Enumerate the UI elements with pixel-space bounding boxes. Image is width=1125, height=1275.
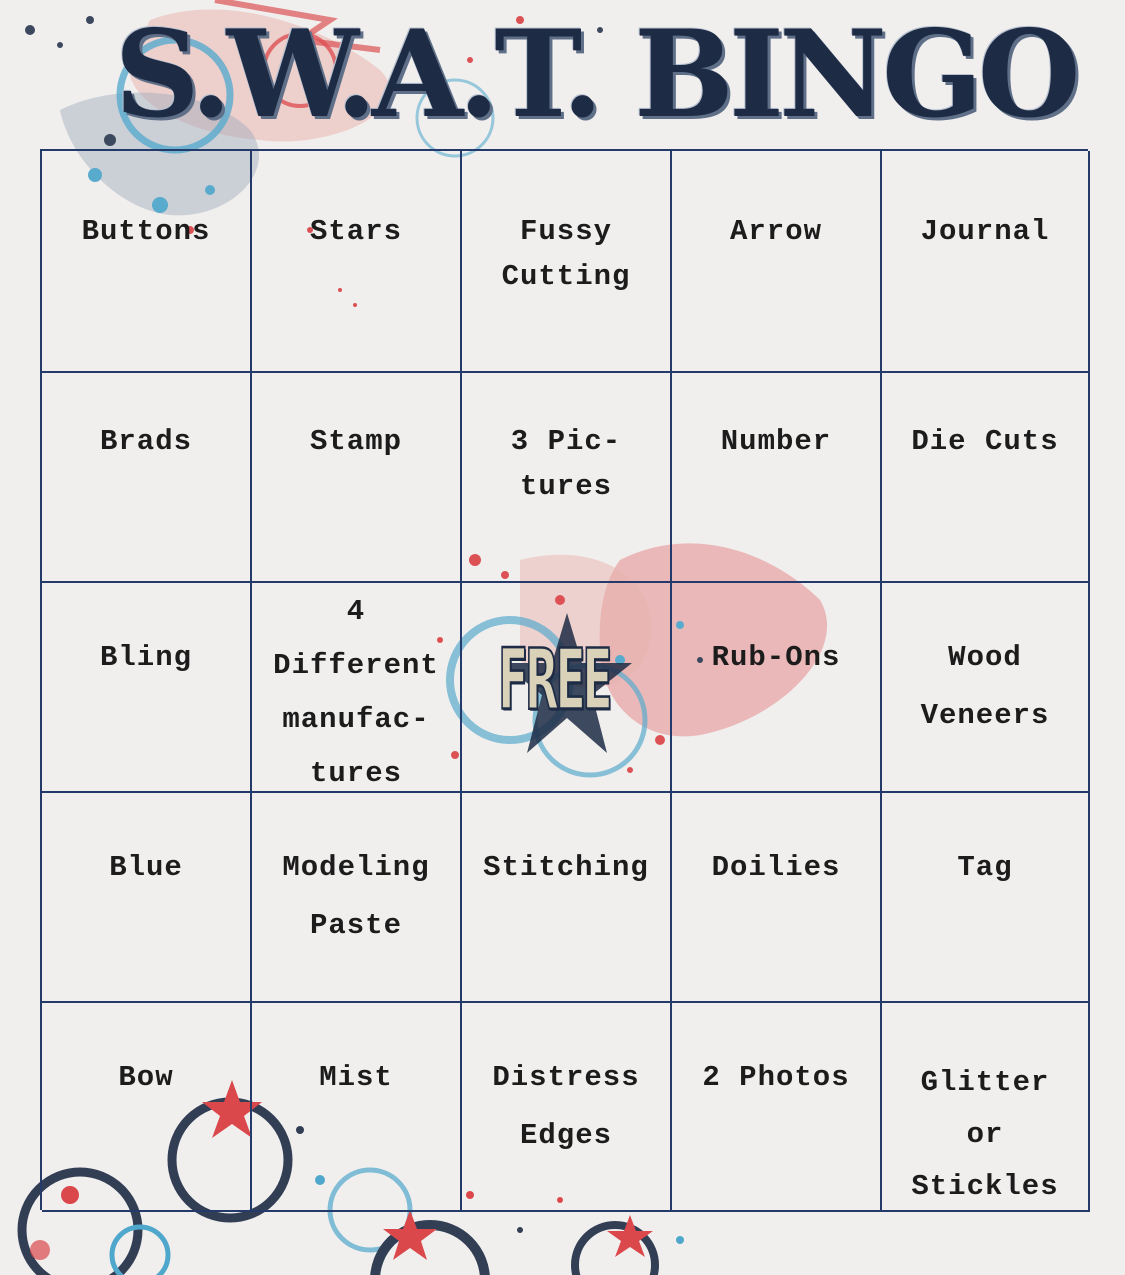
bingo-cell[interactable]: Glitter or Stickles: [882, 1003, 1090, 1212]
bingo-cell[interactable]: Bling: [42, 583, 252, 793]
bingo-cell[interactable]: Number: [672, 373, 882, 583]
bingo-cell[interactable]: 4 Different manufac- tures: [252, 583, 462, 793]
bingo-cell[interactable]: Fussy Cutting: [462, 151, 672, 373]
bingo-cell[interactable]: Buttons: [42, 151, 252, 373]
bingo-cell[interactable]: 3 Pic- tures: [462, 373, 672, 583]
bingo-cell[interactable]: 2 Photos: [672, 1003, 882, 1212]
bingo-cell[interactable]: Blue: [42, 793, 252, 1003]
bingo-cell[interactable]: Tag: [882, 793, 1090, 1003]
bingo-cell[interactable]: Modeling Paste: [252, 793, 462, 1003]
free-space-cell[interactable]: [462, 583, 672, 793]
bingo-cell[interactable]: Stars: [252, 151, 462, 373]
bingo-cell[interactable]: Die Cuts: [882, 373, 1090, 583]
bingo-cell[interactable]: Stamp: [252, 373, 462, 583]
free-space-label: FREE: [498, 630, 609, 729]
bingo-cell[interactable]: Wood Veneers: [882, 583, 1090, 793]
bingo-cell[interactable]: Mist: [252, 1003, 462, 1212]
bingo-cell[interactable]: Distress Edges: [462, 1003, 672, 1212]
bingo-cell[interactable]: Brads: [42, 373, 252, 583]
bingo-cell[interactable]: Bow: [42, 1003, 252, 1212]
bingo-cell[interactable]: Arrow: [672, 151, 882, 373]
bingo-cell[interactable]: Doilies: [672, 793, 882, 1003]
bingo-cell[interactable]: Rub-Ons: [672, 583, 882, 793]
bingo-title: S.W.A.T. BINGO: [114, 2, 1076, 145]
bingo-cell[interactable]: Stitching: [462, 793, 672, 1003]
bingo-board: [40, 149, 1088, 1210]
bingo-cell[interactable]: Journal: [882, 151, 1090, 373]
